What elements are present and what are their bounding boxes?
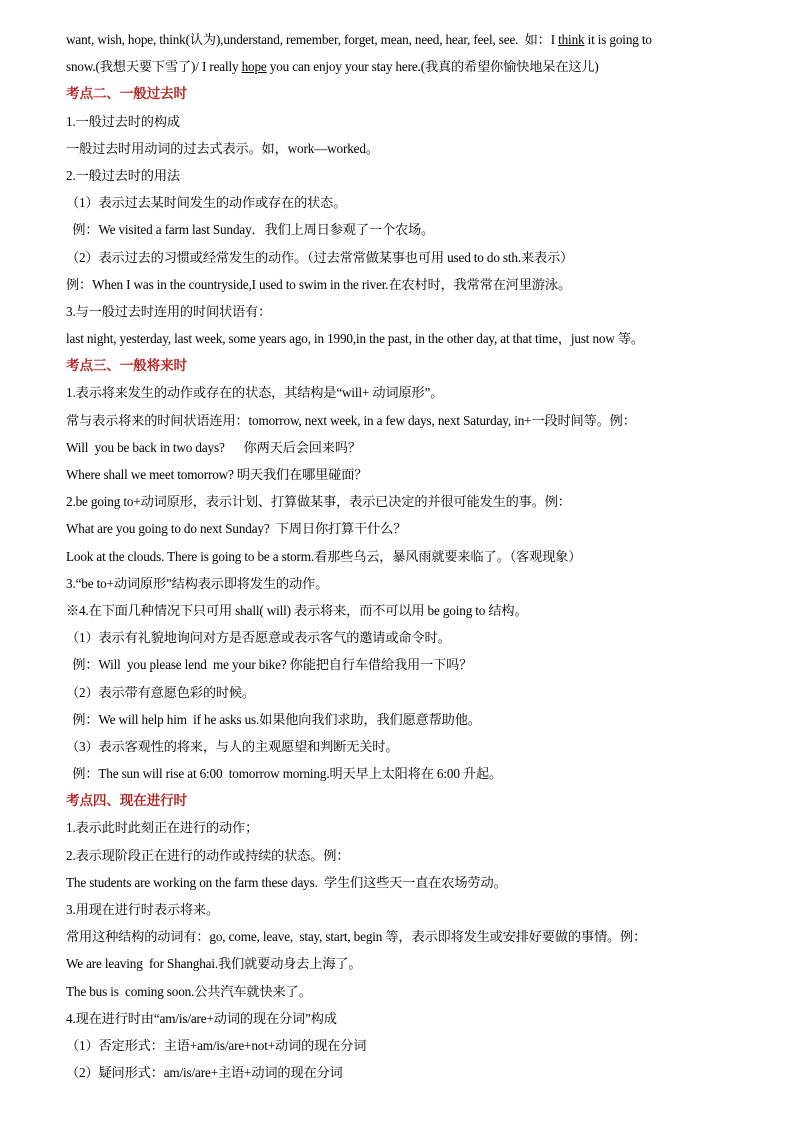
text-line: [66, 53, 738, 80]
text-line: 例：Will you please lend me your bike? 你能把自行车借给我用一下吗？: [66, 657, 473, 673]
text-line: 例：We will help him if he asks us.如果他向我们求助，我们愿意帮助他。: [66, 711, 481, 727]
text-fragment: you can enjoy your stay here.(我真的希望你愉快地呆在这儿): [266, 59, 599, 75]
text-line: The bus is coming soon.公共汽车就快来了。: [66, 983, 312, 999]
text-line: 例：When I was in the countryside,I used to swim in the river.在农村时，我常常在河里游泳。: [66, 276, 571, 292]
text-line: （2）表示过去的习惯或经常发生的动作。（过去常常做某事也可用 used to do sth.来表示）: [66, 249, 574, 265]
text-line: 2.be going to+动词原形，表示计划、打算做某事，表示已决定的并很可能发生的事。例：: [66, 494, 571, 510]
text-fragment: it is going to: [584, 32, 652, 47]
text-line: 常用这种结构的动词有：go, come, leave, stay, start, begin 等，表示即将发生或安排好要做的事情。例：: [66, 929, 647, 945]
text-line: 3.用现在进行时表示将来。: [66, 902, 220, 917]
text-line: 2.一般过去时的用法: [66, 167, 180, 183]
text-line: last night, yesterday, last week, some years ago, in 1990,in the past, in the other day, at that time，just now 等。: [66, 331, 644, 347]
text-line: 1.表示将来发生的动作或存在的状态，其结构是“will+ 动词原形”。: [66, 385, 444, 401]
text-line: [66, 26, 738, 53]
text-line: 3.“be to+动词原形”结构表示即将发生的动作。: [66, 575, 329, 591]
text-line: （2）表示带有意愿色彩的时候。: [66, 684, 255, 700]
text-line: （1）表示过去某时间发生的动作或存在的状态。: [66, 195, 347, 211]
text-line: （2）疑问形式：am/is/are+主语+动词的现在分词: [66, 1065, 343, 1081]
text-line: 常与表示将来的时间状语连用：tomorrow, next week, in a few days, next Saturday, in+一段时间等。例：: [66, 412, 636, 428]
text-line: 例：The sun will rise at 6:00 tomorrow morning.明天早上太阳将在 6:00 升起。: [66, 766, 503, 782]
text-line: Where shall we meet tomorrow? 明天我们在哪里碰面？: [66, 467, 368, 482]
text-line: 1.表示此时此刻正在进行的动作；: [66, 820, 259, 836]
section-heading: 考点四、现在进行时: [66, 793, 187, 809]
text-line: The students are working on the farm these days. 学生们这些天一直在农场劳动。: [66, 874, 507, 890]
text-line: Look at the clouds. There is going to be a storm.看那些乌云，暴风雨就要来临了。（客观现象）: [66, 548, 582, 564]
underlined-word: hope: [241, 59, 267, 75]
text-line: 2.表示现阶段正在进行的动作或持续的状态。例：: [66, 847, 350, 863]
section-heading: 考点二、一般过去时: [66, 86, 187, 102]
text-line: 一般过去时用动词的过去式表示。如，work—worked。: [66, 140, 379, 156]
text-line: 1.一般过去时的构成: [66, 113, 180, 129]
text-line: （1）表示有礼貌地询问对方是否愿意或表示客气的邀请或命令时。: [66, 630, 451, 646]
text-line: ※4.在下面几种情况下只可用 shall( will) 表示将来，而不可以用 be going to 结构。: [66, 602, 528, 618]
document-page: [66, 26, 738, 1086]
text-line: 4.现在进行时由“am/is/are+动词的现在分词”构成: [66, 1010, 337, 1026]
underlined-word: think: [558, 32, 585, 47]
section-heading: 考点三、一般将来时: [66, 358, 187, 374]
text-fragment: want, wish, hope, think(认为),understand, remember, forget, mean, need, hear, feel, see. 如：I: [66, 32, 559, 47]
text-line: We are leaving for Shanghai.我们就要动身去上海了。: [66, 956, 362, 972]
text-line: （1）否定形式：主语+am/is/are+not+动词的现在分词: [66, 1037, 367, 1053]
text-line: 例：We visited a farm last Sunday．我们上周日参观了一个农场。: [66, 222, 435, 238]
text-line: 3.与一般过去时连用的时间状语有：: [66, 303, 272, 319]
text-fragment: snow.(我想天要下雪了)/ I really: [66, 59, 242, 75]
text-line: （3）表示客观性的将来，与人的主观愿望和判断无关时。: [66, 738, 399, 754]
text-line: What are you going to do next Sunday? 下周日你打算干什么？: [66, 521, 407, 537]
text-line: Will you be back in two days? 你两天后会回来吗？: [66, 439, 361, 455]
